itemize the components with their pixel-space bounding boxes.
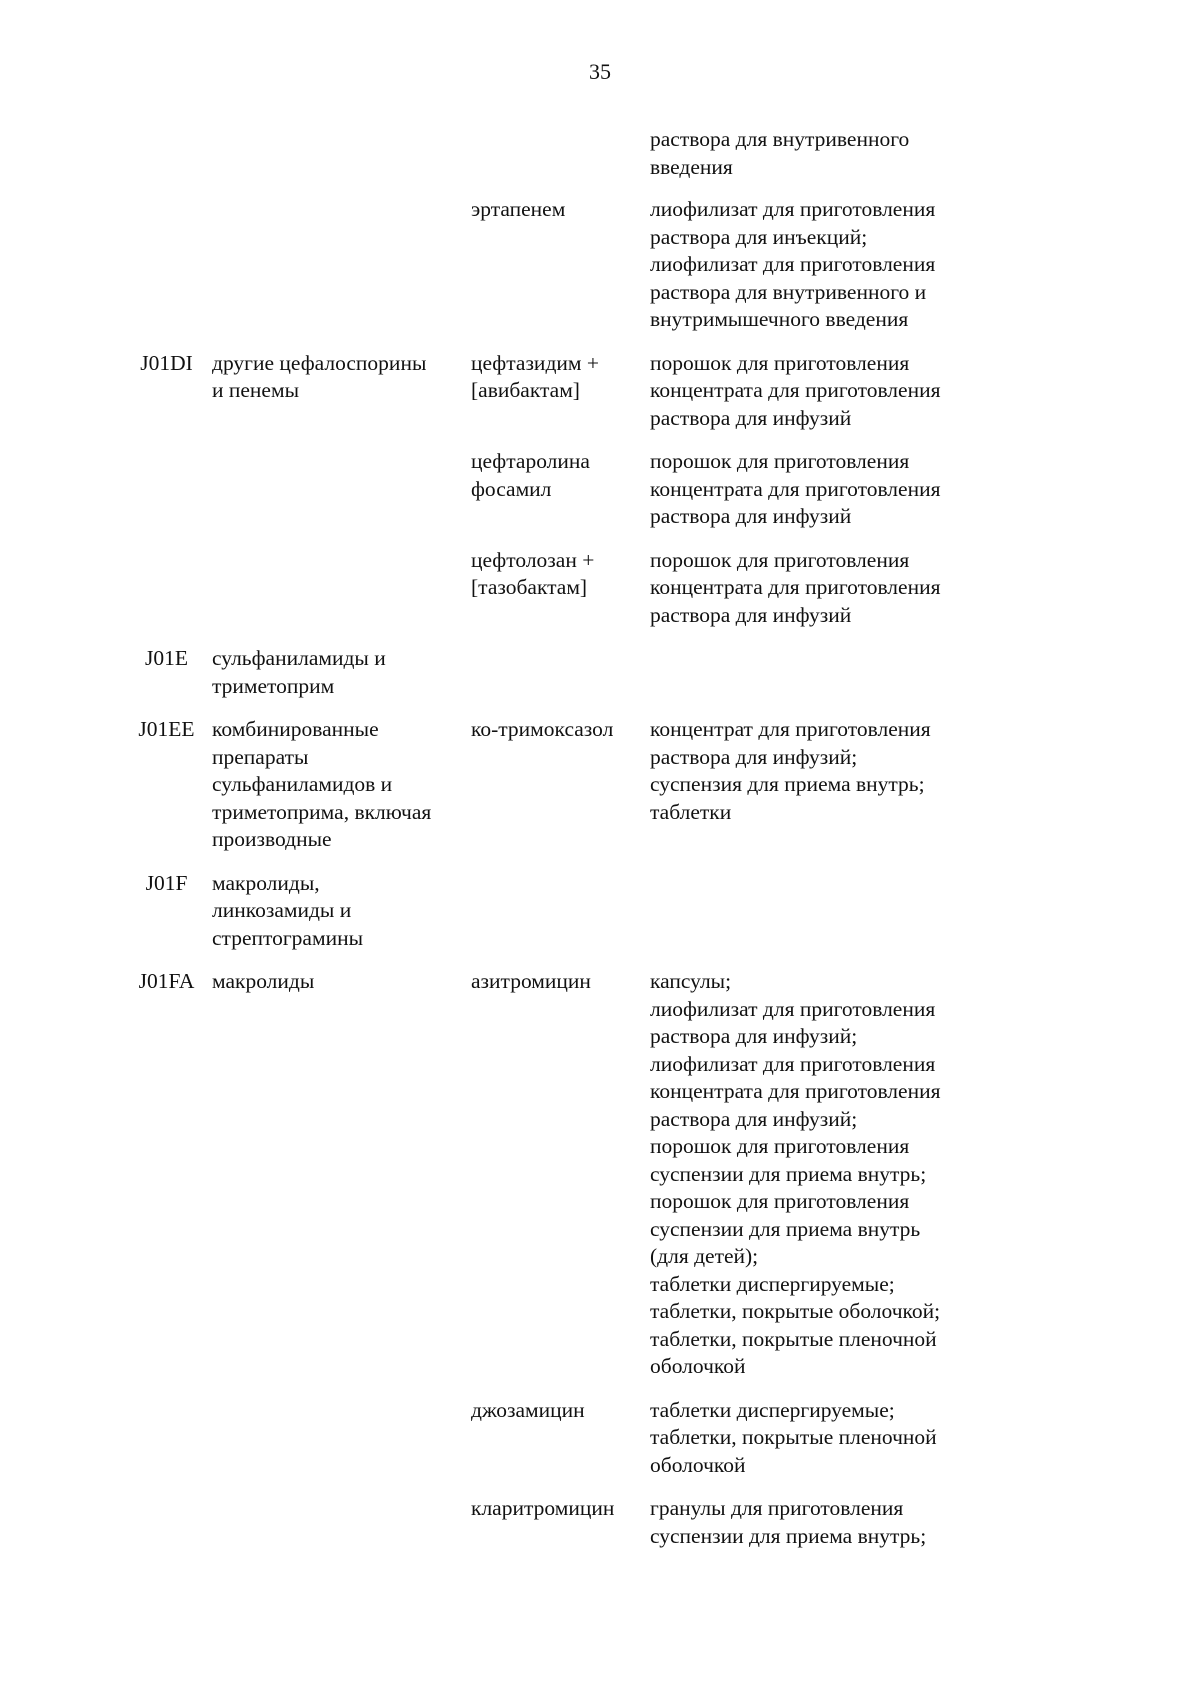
pharmacological-group [212, 547, 471, 630]
dosage-form [650, 645, 990, 700]
pharmacological-group [212, 126, 471, 181]
dosage-form: порошок для приготовления концентрата для приготовления раствора для инфузий [650, 350, 941, 430]
drug-name [471, 870, 650, 953]
table-row [0, 126, 1200, 181]
pharmacological-group [212, 448, 471, 531]
drug-name [471, 126, 650, 181]
pharmacological-group [212, 1495, 471, 1550]
pharmacological-group: макролиды [212, 969, 315, 993]
atc-code: J01E [145, 646, 188, 670]
dosage-form: лиофилизат для приготовления раствора для инъекций; лиофилизат для приготовления раствора для внутривенного и внутримышечного введения [650, 197, 936, 331]
pharmacological-group: комбинированные препараты сульфаниламидов и триметоприма, включая производные [212, 717, 432, 851]
drug-name: цефтазидим + [авибактам] [471, 350, 599, 402]
table-row [0, 196, 1200, 334]
pharmacological-group: другие цефалоспорины и пенемы [212, 350, 427, 402]
table-row [0, 350, 1200, 433]
atc-code [126, 1397, 207, 1480]
dosage-form: гранулы для приготовления суспензии для приема внутрь; [650, 1496, 927, 1548]
atc-code [126, 196, 207, 334]
atc-code: J01FA [138, 969, 195, 993]
pharmacological-group [212, 1397, 471, 1480]
pharmacological-group: макролиды, линкозамиды и стрептограмины [212, 870, 364, 950]
table-row [0, 645, 1200, 700]
atc-code [126, 126, 207, 181]
pharmacological-group [212, 196, 471, 334]
drug-name: ко-тримоксазол [471, 717, 614, 741]
atc-code: J01DI [140, 350, 193, 375]
table-row [0, 968, 1200, 1381]
table-row [0, 716, 1200, 854]
atc-code [126, 448, 207, 531]
table-row [0, 448, 1200, 531]
drug-name: джозамицин [471, 1397, 585, 1422]
dosage-form: порошок для приготовления концентрата для приготовления раствора для инфузий [650, 449, 941, 528]
drug-name [471, 645, 650, 700]
dosage-form [650, 870, 990, 953]
dosage-form: таблетки диспергируемые; таблетки, покрытые пленочной оболочкой [650, 1397, 937, 1477]
pharmacological-group: сульфаниламиды и триметоприм [212, 646, 386, 698]
drug-name: цефтолозан + [тазобактам] [471, 547, 595, 599]
dosage-form: капсулы; лиофилизат для приготовления раствора для инфузий; лиофилизат для приготовления концентрата для приготовления раствора для инфузий; порошок для приготовления суспензии для приема внутрь; порошок для приготовления суспензии для приема внутрь (для детей); таблетки диспергируемые; таблетки, покрытые оболочкой; таблетки, покрытые пленочной оболочкой [650, 969, 941, 1378]
drug-name: эртапенем [471, 197, 566, 221]
table-row [0, 547, 1200, 630]
dosage-form: порошок для приготовления концентрата для приготовления раствора для инфузий [650, 547, 941, 627]
drug-name: азитромицин [471, 969, 591, 993]
atc-code [126, 547, 207, 630]
drug-name: кларитромицин [471, 1496, 615, 1520]
atc-code: J01F [145, 870, 188, 895]
drug-name: цефтаролина фосамил [471, 449, 590, 501]
dosage-form: раствора для внутривенного введения [650, 127, 910, 179]
atc-code: J01EE [138, 717, 195, 741]
table-row [0, 870, 1200, 953]
table-row [0, 1495, 1200, 1550]
page-number: 35 [589, 59, 611, 84]
drug-table [0, 126, 1200, 1550]
table-row [0, 1397, 1200, 1480]
atc-code [126, 1495, 207, 1550]
dosage-form: концентрат для приготовления раствора для инфузий; суспензия для приема внутрь; таблетки [650, 717, 931, 824]
